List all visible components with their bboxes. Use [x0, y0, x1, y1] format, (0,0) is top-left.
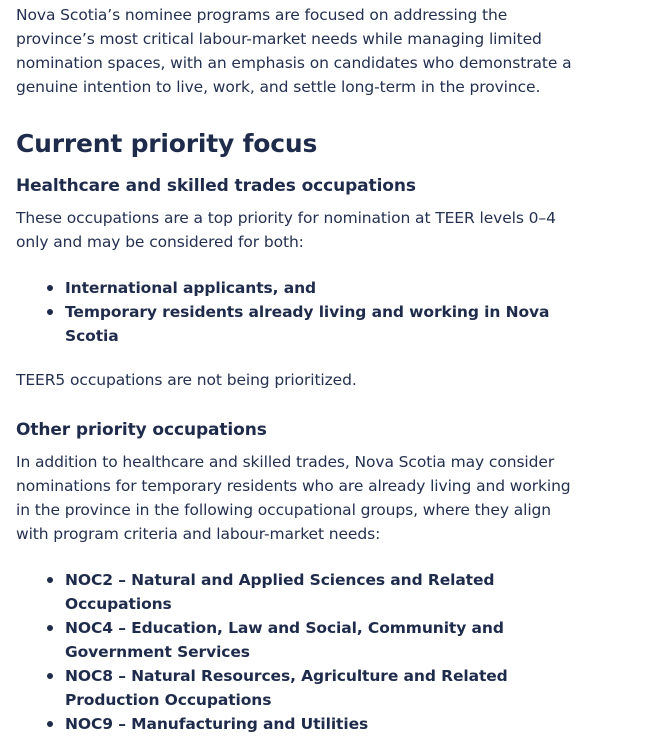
healthcare-heading: Healthcare and skilled trades occupations [16, 176, 416, 196]
healthcare-paragraph: These occupations are a top priority for nomination at TEER levels 0–4 only and may be considered for both: [16, 209, 556, 251]
list-item-text: NOC4 – Education, Law and Social, Community and Government Services [65, 619, 504, 661]
list-item-text: International applicants, and [65, 279, 317, 297]
list-item-text: NOC8 – Natural Resources, Agriculture and Related Production Occupations [65, 667, 508, 709]
bullet-icon [47, 673, 53, 679]
teer5-note: TEER5 occupations are not being prioritized. [16, 371, 357, 389]
healthcare-list [16, 276, 586, 348]
bullet-icon [47, 577, 53, 583]
other-heading: Other priority occupations [16, 420, 267, 440]
list-item-text: Temporary residents already living and working in Nova Scotia [65, 303, 550, 345]
list-item [16, 568, 586, 616]
list-item [16, 300, 586, 348]
other-list [16, 568, 586, 736]
list-item [16, 664, 586, 712]
bullet-icon [47, 625, 53, 631]
intro-paragraph: Nova Scotia’s nominee programs are focused on addressing the province’s most critical labour-market needs while managing limited nomination spaces, with an emphasis on candidates who demonstrate a genuine intention to live, work, and settle long-term in the province. [16, 6, 572, 96]
bullet-icon [47, 309, 53, 315]
section-title: Current priority focus [16, 129, 318, 158]
list-item [16, 276, 586, 300]
bullet-icon [47, 721, 53, 727]
list-item [16, 712, 586, 736]
bullet-icon [47, 285, 53, 291]
list-item-text: NOC9 – Manufacturing and Utilities [65, 715, 369, 733]
other-paragraph: In addition to healthcare and skilled trades, Nova Scotia may consider nominations for temporary residents who are already living and working in the province in the following occupational groups, where they align with program criteria and labour-market needs: [16, 453, 571, 543]
list-item [16, 616, 586, 664]
list-item-text: NOC2 – Natural and Applied Sciences and Related Occupations [65, 571, 495, 613]
